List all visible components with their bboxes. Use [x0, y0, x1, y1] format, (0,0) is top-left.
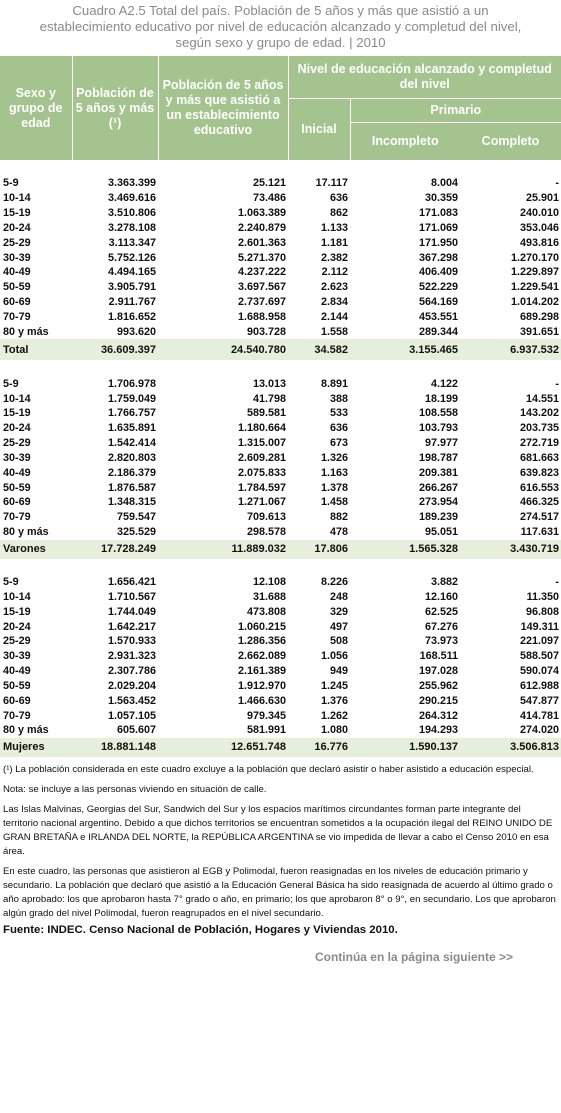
table-cell: 993.620: [116, 325, 156, 338]
total-cell: 24.540.780: [158, 339, 288, 360]
table-cell: 25.901: [525, 192, 559, 205]
total-row: [0, 540, 561, 559]
table-cell: 264.312: [418, 709, 458, 722]
table-cell: 414.781: [519, 709, 559, 722]
note-calle: Nota: se incluye a las personas viviendo en situación de calle.: [3, 783, 267, 795]
table-cell: 709.613: [246, 511, 286, 524]
table-cell: 2.820.803: [107, 451, 156, 464]
table-cell: 5-9: [3, 575, 19, 588]
table-row: [0, 708, 561, 723]
table-cell: 1.466.630: [237, 694, 286, 707]
table-row: [0, 191, 561, 206]
table-cell: 298.578: [246, 526, 286, 539]
table-cell: 466.325: [519, 496, 559, 509]
table-cell: 1.181: [320, 236, 348, 249]
table-cell: 67.276: [424, 620, 458, 633]
total-cell: 11.889.032: [158, 540, 288, 559]
table-cell: 70-79: [3, 311, 31, 324]
table-row: [0, 295, 561, 310]
table-cell: 25-29: [3, 635, 31, 648]
continue-link[interactable]: Continúa en la página siguiente >>: [314, 949, 513, 964]
table-cell: 80 y más: [3, 526, 49, 539]
table-cell: 25.121: [252, 177, 286, 190]
table-cell: 274.020: [519, 724, 559, 737]
header-nivel: Nivel de educación alcanzado y completud del nivel: [288, 56, 561, 98]
table-row: [0, 525, 561, 540]
table-cell: 5-9: [3, 377, 19, 390]
table-cell: 1.060.215: [237, 620, 286, 633]
table-cell: 533: [329, 407, 348, 420]
table-cell: 681.663: [519, 451, 559, 464]
header-primario: Primario: [350, 98, 561, 122]
table-header: [0, 56, 561, 160]
table-cell: 1.163: [320, 466, 348, 479]
table-row: [0, 280, 561, 295]
table-cell: 80 y más: [3, 724, 49, 737]
table-row: [0, 619, 561, 634]
table-cell: 612.988: [519, 679, 559, 692]
table-cell: 605.607: [116, 724, 156, 737]
table-cell: 493.816: [519, 236, 559, 249]
table-cell: 290.215: [418, 694, 458, 707]
table-row: [0, 265, 561, 280]
table-cell: 1.057.105: [107, 709, 156, 722]
table-cell: 325.529: [116, 526, 156, 539]
table-cell: 2.029.204: [107, 679, 156, 692]
table-cell: 636: [329, 192, 348, 205]
table-body: [0, 160, 561, 757]
table-row: [0, 495, 561, 510]
table-cell: 1.816.652: [107, 311, 156, 324]
table-cell: 11.350: [526, 590, 559, 603]
table-row: [0, 723, 561, 738]
table-cell: 639.823: [519, 466, 559, 479]
table-cell: 50-59: [3, 679, 31, 692]
table-cell: 3.469.616: [107, 192, 156, 205]
total-cell: 17.728.249: [72, 540, 158, 559]
total-cell: 16.776: [288, 738, 350, 757]
table-cell: 1.912.970: [237, 679, 286, 692]
table-row: [0, 664, 561, 679]
table-cell: 194.293: [418, 724, 458, 737]
table-cell: -: [555, 575, 559, 588]
table-cell: 949: [329, 665, 348, 678]
table-cell: 1.378: [320, 481, 348, 494]
table-cell: 1.262: [320, 709, 348, 722]
table-cell: 353.046: [519, 221, 559, 234]
table-row: [0, 604, 561, 619]
table-cell: 189.239: [418, 511, 458, 524]
table-cell: 882: [329, 511, 348, 524]
table-cell: 903.728: [246, 325, 286, 338]
table-cell: 70-79: [3, 511, 31, 524]
table-cell: 1.784.597: [237, 481, 286, 494]
total-cell: 18.881.148: [72, 738, 158, 757]
table-cell: 15-19: [3, 207, 31, 220]
table-cell: 673: [329, 437, 348, 450]
table-cell: 1.570.933: [107, 635, 156, 648]
table-cell: 2.911.767: [108, 296, 156, 309]
table-cell: 13.013: [252, 377, 286, 390]
table-row: [0, 510, 561, 525]
header-inicial: Inicial: [288, 98, 350, 160]
table-cell: 2.161.389: [237, 665, 286, 678]
table-row: [0, 391, 561, 406]
table-cell: 149.311: [520, 620, 559, 633]
table-cell: 31.688: [252, 590, 286, 603]
table-cell: 588.507: [519, 650, 559, 663]
table-cell: 70-79: [3, 709, 31, 722]
table-cell: 979.345: [246, 709, 286, 722]
table-cell: 171.950: [418, 236, 458, 249]
table-cell: 1.642.217: [107, 620, 156, 633]
table-cell: 1.133: [320, 221, 348, 234]
header-asistio: Población de 5 años y más que asistió a un establecimiento educativo: [158, 56, 288, 160]
table-row: [0, 634, 561, 649]
table-cell: 367.298: [418, 251, 458, 264]
table-cell: 117.631: [520, 526, 559, 539]
spacer-cell: [0, 360, 561, 376]
table-cell: 274.517: [519, 511, 559, 524]
table-row: [0, 421, 561, 436]
table-cell: 547.877: [519, 694, 559, 707]
table-row: [0, 589, 561, 604]
notes: [0, 763, 561, 921]
header-poblacion: Población de 5 años y más (¹): [72, 56, 158, 160]
note-poblacion: (¹) La población considerada en este cuadro excluye a la población que declaró asistir o haber asistido a educación especial.: [3, 763, 534, 775]
table-cell: 255.962: [418, 679, 458, 692]
table-cell: 10-14: [3, 192, 31, 205]
table-row: [0, 310, 561, 325]
table-cell: 2.834: [320, 296, 348, 309]
table-cell: 1.688.958: [237, 311, 286, 324]
table-cell: 8.891: [320, 377, 348, 390]
table-cell: 143.202: [519, 407, 559, 420]
table-cell: 1.056: [320, 650, 348, 663]
table-cell: 203.735: [519, 422, 559, 435]
table-cell: 289.344: [418, 325, 458, 338]
table-cell: 272.719: [519, 437, 559, 450]
table-cell: 1.706.978: [107, 377, 156, 390]
section-spacer: [0, 559, 561, 575]
total-cell: Varones: [0, 540, 72, 559]
total-cell: 3.430.719: [460, 540, 561, 559]
table-cell: 2.112: [321, 266, 348, 279]
table-cell: 1.286.356: [237, 635, 286, 648]
table-cell: 2.662.089: [237, 650, 286, 663]
total-cell: 6.937.532: [460, 339, 561, 360]
table-cell: 3.510.806: [107, 207, 156, 220]
table-row: [0, 206, 561, 221]
table-cell: 240.010: [519, 207, 559, 220]
table-row: [0, 575, 561, 590]
table-cell: 2.931.323: [107, 650, 156, 663]
title-line-1: Cuadro A2.5 Total del país. Población de 5 años y más que asistió a un: [72, 3, 489, 18]
table-cell: 2.382: [320, 251, 348, 264]
table-cell: 20-24: [3, 620, 31, 633]
table-row: [0, 678, 561, 693]
table-cell: 564.169: [418, 296, 458, 309]
table-cell: 62.525: [424, 605, 458, 618]
table-cell: 18.199: [424, 392, 458, 405]
table-cell: 2.144: [320, 311, 348, 324]
table-cell: 95.051: [424, 526, 458, 539]
table-cell: 1.229.897: [510, 266, 559, 279]
table-cell: 1.744.049: [107, 605, 156, 618]
header-sexo: Sexo y grupo de edad: [0, 56, 72, 160]
table-cell: 759.547: [116, 511, 156, 524]
total-cell: 36.609.397: [72, 339, 158, 360]
total-cell: Total: [0, 339, 72, 360]
table-cell: 1.315.007: [237, 437, 286, 450]
table-cell: 221.097: [519, 635, 559, 648]
table-cell: 3.278.108: [107, 221, 156, 234]
table-cell: 478: [329, 526, 348, 539]
table-cell: 4.122: [430, 377, 458, 390]
table-cell: -: [555, 177, 559, 190]
note-egb: En este cuadro, las personas que asistieron al EGB y Polimodal, fueron reasignadas en los niveles de educación primario y secundario. La población que declaró que asistió a la Educación General Básica ha sido reasignada de acuerdo al último grado o año aprobado: los que aprobaron hasta 7° grado o año, en primario; los que aprobaron 8° o 9°, en secundario. Los que aprobaron algún grado del nivel Polimodal, fueron reagrupados en el nivel secundario.: [3, 865, 556, 919]
table-cell: 108.558: [418, 407, 458, 420]
table-cell: 1.766.757: [107, 407, 156, 420]
table-cell: 2.737.697: [237, 296, 286, 309]
table-cell: 12.160: [424, 590, 458, 603]
table-cell: 73.486: [252, 192, 286, 205]
table-cell: 3.113.347: [108, 236, 156, 249]
total-cell: 17.806: [288, 540, 350, 559]
table-cell: 10-14: [3, 590, 31, 603]
table-cell: 60-69: [3, 496, 31, 509]
table-cell: 30-39: [3, 251, 31, 264]
table-cell: 1.014.202: [510, 296, 559, 309]
table-cell: 497: [329, 620, 348, 633]
table-cell: 97.977: [424, 437, 458, 450]
table-cell: 171.083: [418, 207, 458, 220]
table-cell: 391.651: [519, 325, 559, 338]
table-cell: 12.108: [252, 575, 286, 588]
table-cell: 25-29: [3, 437, 31, 450]
table-row: [0, 436, 561, 451]
table-cell: 2.623: [320, 281, 348, 294]
table-cell: 1.876.587: [107, 481, 156, 494]
table-cell: 1.542.414: [107, 437, 156, 450]
table-cell: 2.609.281: [237, 451, 286, 464]
table-cell: 15-19: [3, 407, 31, 420]
table-cell: 17.117: [315, 177, 348, 190]
table-cell: 1.710.567: [107, 590, 156, 603]
table-cell: 1.229.541: [510, 281, 559, 294]
section-spacer: [0, 160, 561, 176]
table-cell: 581.991: [246, 724, 286, 737]
table-cell: 590.074: [519, 665, 559, 678]
table-cell: 40-49: [3, 665, 31, 678]
table-cell: 30-39: [3, 451, 31, 464]
table-row: [0, 480, 561, 495]
table-cell: 2.075.833: [237, 466, 286, 479]
table-row: [0, 693, 561, 708]
table-cell: 388: [329, 392, 348, 405]
table-cell: 329: [329, 605, 348, 618]
table-cell: 1.271.067: [237, 496, 286, 509]
table-cell: 50-59: [3, 281, 31, 294]
table-cell: 1.458: [320, 496, 348, 509]
table-row: [0, 176, 561, 191]
table-cell: 616.553: [519, 481, 559, 494]
table-cell: 20-24: [3, 221, 31, 234]
source-text: Fuente: INDEC. Censo Nacional de Población, Hogares y Viviendas 2010.: [3, 923, 398, 936]
table-cell: 453.551: [418, 311, 458, 324]
table-cell: 1.245: [320, 679, 348, 692]
total-cell: 1.590.137: [350, 738, 460, 757]
table-cell: 266.267: [418, 481, 458, 494]
table-cell: 1.563.452: [107, 694, 156, 707]
table-cell: 589.581: [246, 407, 286, 420]
table-cell: 60-69: [3, 296, 31, 309]
total-cell: 3.506.813: [460, 738, 561, 757]
table-cell: 25-29: [3, 236, 31, 249]
table-cell: 1.080: [320, 724, 348, 737]
table-cell: 2.307.786: [107, 665, 156, 678]
table-cell: 689.298: [519, 311, 559, 324]
table-cell: 1.759.049: [107, 392, 156, 405]
table-cell: 10-14: [3, 392, 31, 405]
table-cell: 41.798: [252, 392, 286, 405]
table-cell: 3.905.791: [107, 281, 156, 294]
note-malvinas: Las Islas Malvinas, Georgias del Sur, Sandwich del Sur y los espacios marítimos circundantes forman parte integrante del territorio nacional argentino. Debido a que dichos territorios se encuentran sometidos a la ocupación ilegal del REINO UNIDO DE GRAN BRETAÑA e IRLANDA DEL NORTE, la REPÚBLICA ARGENTINA se vio impedida de llevar a cabo el Censo 2010 en esa área.: [3, 803, 553, 857]
table-cell: 522.229: [418, 281, 458, 294]
table-cell: 168.511: [419, 650, 458, 663]
table-cell: 8.004: [430, 177, 458, 190]
table-cell: 5.271.370: [237, 251, 286, 264]
table-cell: 1.270.170: [510, 251, 559, 264]
table-cell: 30-39: [3, 650, 31, 663]
table-cell: 248: [329, 590, 348, 603]
table-cell: 2.186.379: [107, 466, 156, 479]
table-cell: 5.752.126: [107, 251, 156, 264]
table-cell: 209.381: [418, 466, 458, 479]
total-row: [0, 339, 561, 360]
table-cell: 1.376: [320, 694, 348, 707]
table-cell: -: [555, 377, 559, 390]
table-cell: 1.063.389: [237, 207, 286, 220]
table-row: [0, 250, 561, 265]
table-cell: 171.069: [418, 221, 458, 234]
table-cell: 8.226: [320, 575, 348, 588]
table-cell: 406.409: [418, 266, 458, 279]
table-cell: 3.363.399: [107, 177, 156, 190]
table-cell: 20-24: [3, 422, 31, 435]
section-spacer: [0, 360, 561, 376]
table-cell: 80 y más: [3, 325, 49, 338]
table-row: [0, 451, 561, 466]
table-cell: 4.494.165: [107, 266, 156, 279]
table-cell: 3.882: [430, 575, 458, 588]
table-cell: 60-69: [3, 694, 31, 707]
total-cell: Mujeres: [0, 738, 72, 757]
table-cell: 30.359: [424, 192, 458, 205]
table-row: [0, 221, 561, 236]
total-row: [0, 738, 561, 757]
title-line-2: establecimiento educativo por nivel de educación alcanzado y completud del nivel,: [39, 19, 522, 34]
table-cell: 1.635.891: [107, 422, 156, 435]
total-cell: 3.155.465: [350, 339, 460, 360]
table-cell: 40-49: [3, 266, 31, 279]
table-cell: 4.237.222: [237, 266, 286, 279]
table-cell: 96.808: [525, 605, 559, 618]
table-row: [0, 235, 561, 250]
data-table: [0, 56, 561, 757]
table-cell: 1.348.315: [107, 496, 156, 509]
table-cell: 1.656.421: [107, 575, 156, 588]
header-completo: Completo: [460, 122, 561, 160]
title-line-3: según sexo y grupo de edad. | 2010: [175, 35, 386, 50]
table-cell: 103.793: [418, 422, 458, 435]
table-cell: 1.558: [320, 325, 348, 338]
table-cell: 3.697.567: [237, 281, 286, 294]
table-cell: 273.954: [418, 496, 458, 509]
table-cell: 40-49: [3, 466, 31, 479]
table-row: [0, 465, 561, 480]
total-cell: 12.651.748: [158, 738, 288, 757]
table-cell: 15-19: [3, 605, 31, 618]
total-cell: 34.582: [288, 339, 350, 360]
table-cell: 636: [329, 422, 348, 435]
table-row: [0, 376, 561, 391]
table-row: [0, 324, 561, 339]
table-title: [0, 0, 561, 56]
header-incompleto: Incompleto: [350, 122, 460, 160]
table-cell: 473.808: [246, 605, 286, 618]
table-cell: 2.601.363: [237, 236, 286, 249]
table-cell: 508: [329, 635, 348, 648]
table-cell: 862: [329, 207, 348, 220]
table-row: [0, 406, 561, 421]
table-row: [0, 649, 561, 664]
spacer-cell: [0, 559, 561, 575]
table-cell: 1.326: [320, 451, 348, 464]
table-cell: 5-9: [3, 177, 19, 190]
table-cell: 1.180.664: [237, 422, 286, 435]
table-cell: 14.551: [525, 392, 559, 405]
table-cell: 50-59: [3, 481, 31, 494]
table-cell: 2.240.879: [237, 221, 286, 234]
table-cell: 197.028: [418, 665, 458, 678]
total-cell: 1.565.328: [350, 540, 460, 559]
table-cell: 198.787: [418, 451, 458, 464]
table-cell: 73.973: [424, 635, 458, 648]
spacer-cell: [0, 160, 561, 176]
